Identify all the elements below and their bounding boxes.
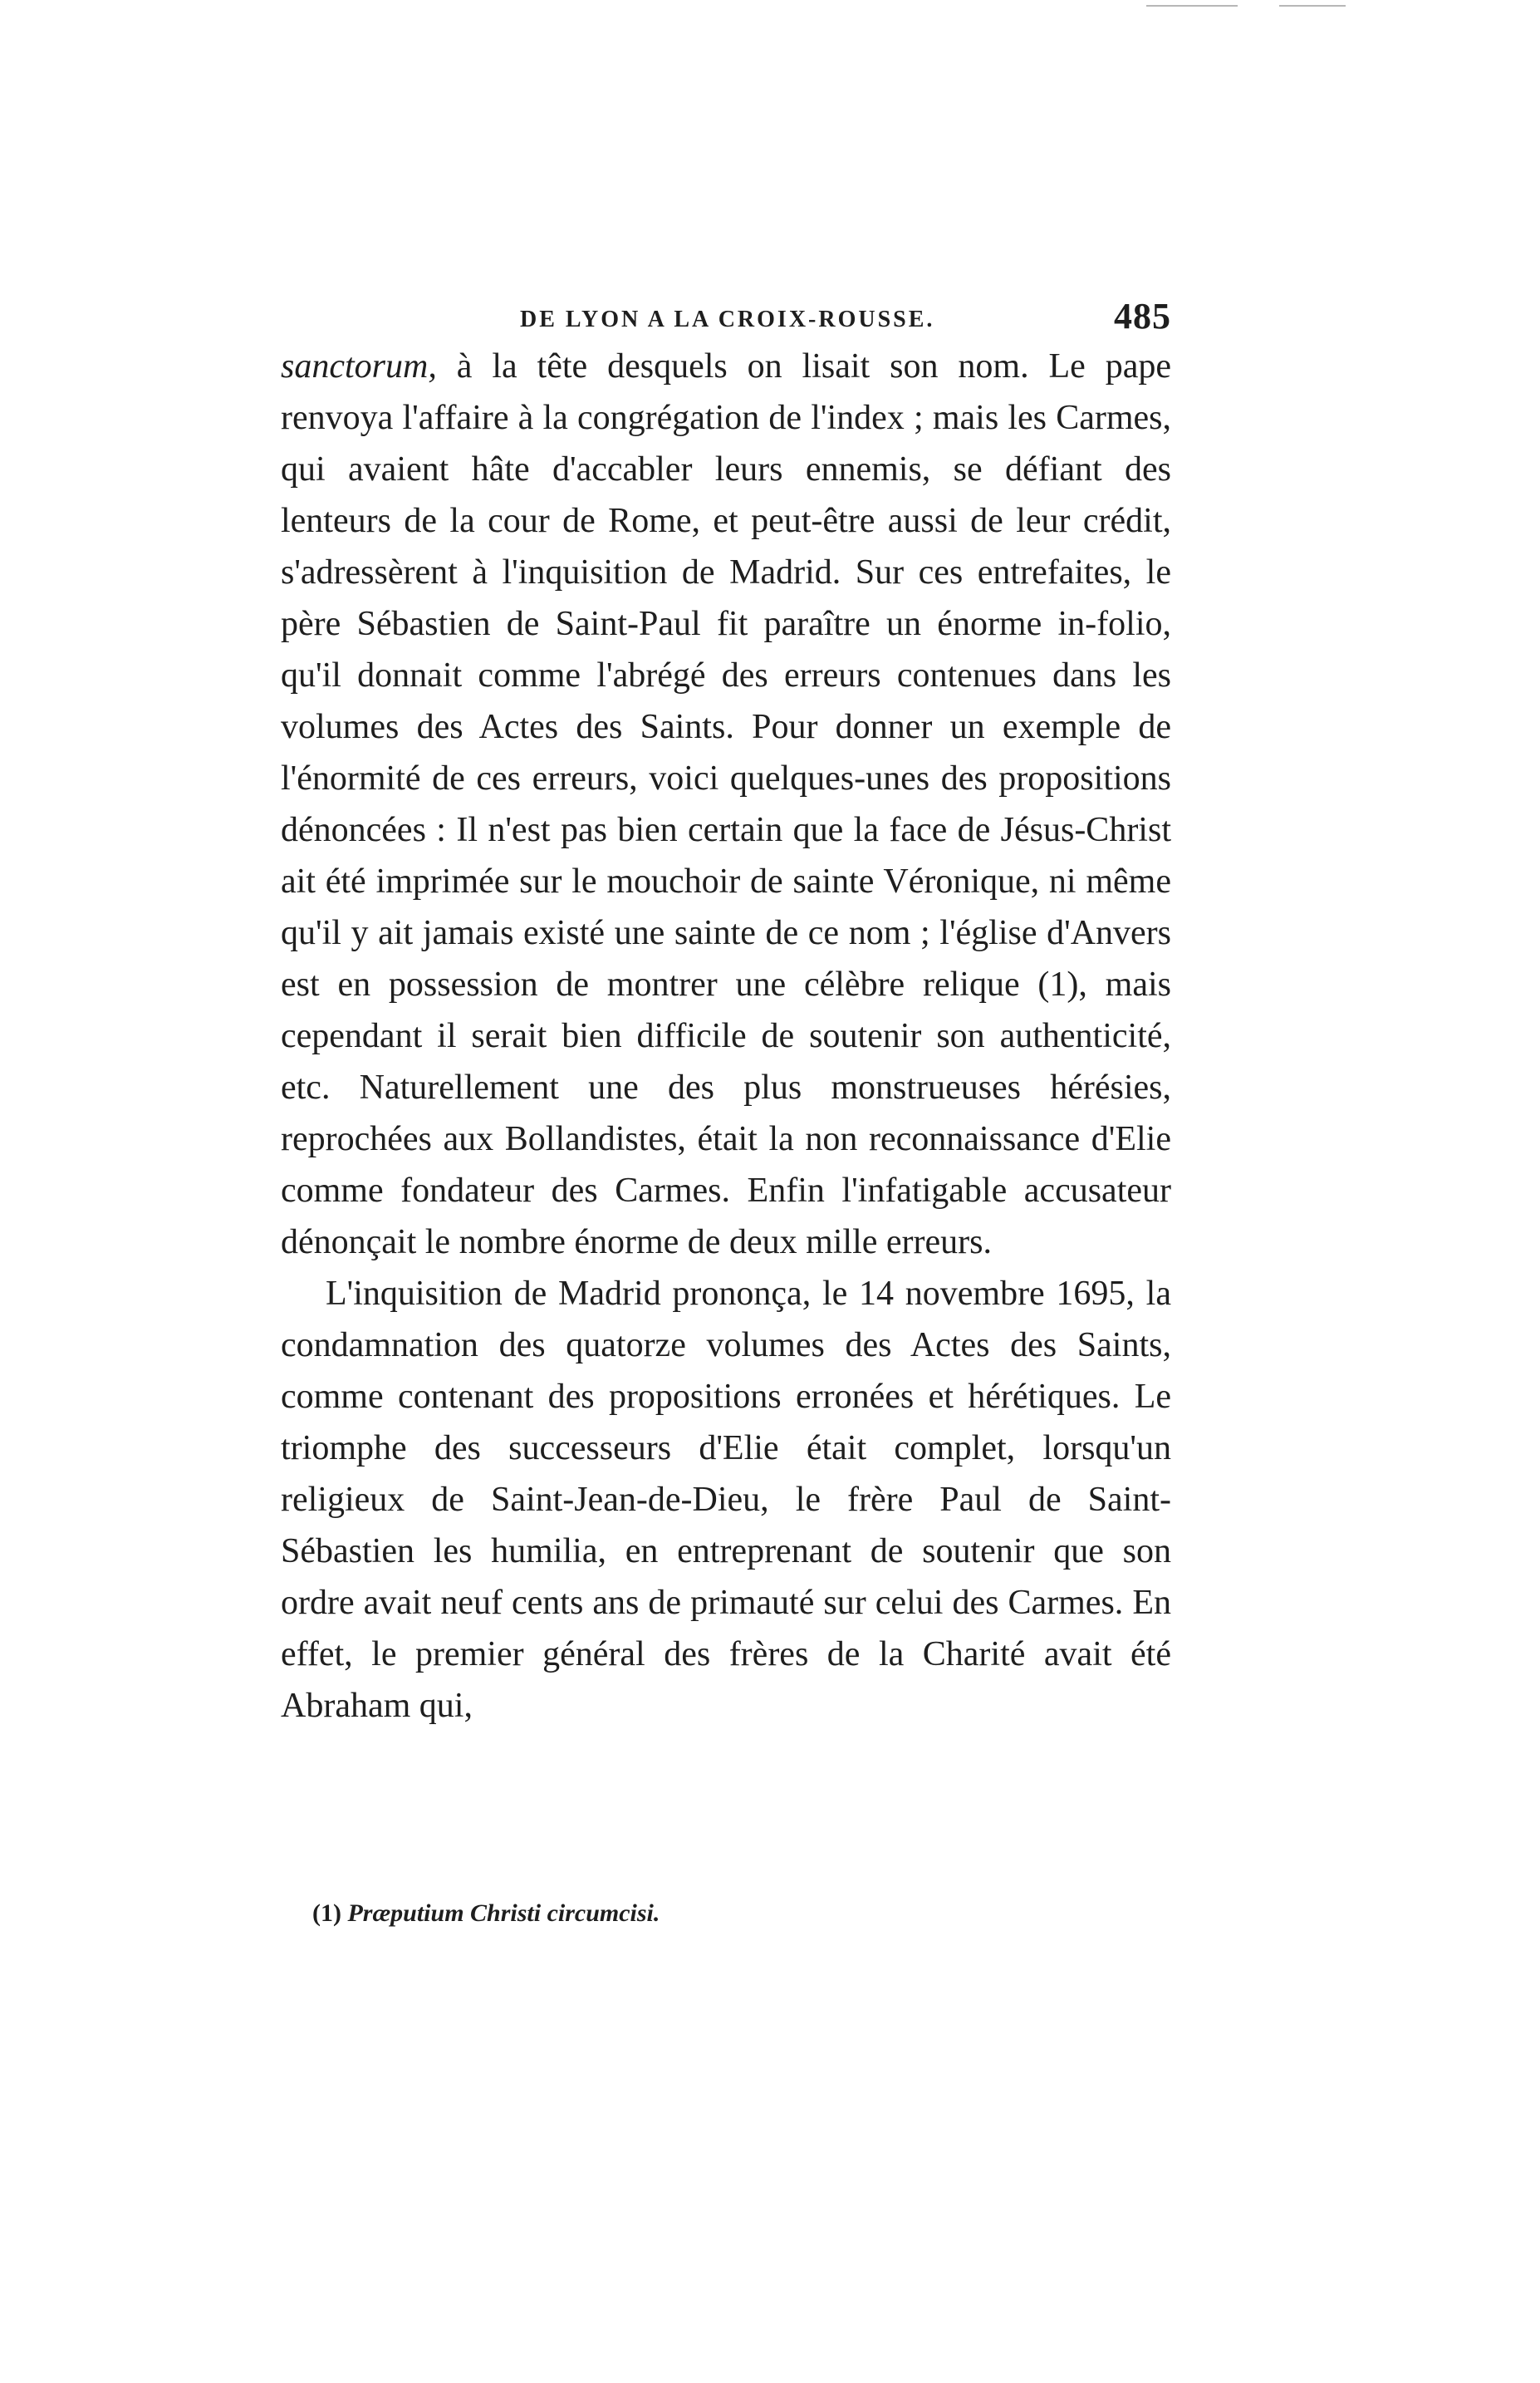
footnote-number: (1) [312,1899,341,1927]
running-head: DE LYON A LA CROIX-ROUSSE. [520,307,935,332]
paragraph-1-text: à la tête desquels on lisait son nom. Le pape renvoya l'affaire à la congrégation de l'index ; mais les Carmes, qui avaient hâte d'accabler leurs ennemis, se défiant des lenteurs de la cour de Rome, et peut-être aussi de leur crédit, s'adressèrent à l'inquisition de Madrid. Sur ces entrefaites, le père Sébastien de Saint-Paul fit paraître un énorme in-folio, qu'il donnait comme l'abrégé des erreurs contenues dans les volumes des Actes des Saints. Pour donner un exemple de l'énormité de ces erreurs, voici quelques-unes des propositions dénoncées : Il n'est pas bien certain que la face de Jésus-Christ ait été imprimée sur le mouchoir de sainte Véronique, ni même qu'il y ait jamais existé une sainte de ce nom ; l'église d'Anvers est en possession de montrer une célèbre relique (1), mais cependant il serait bien difficile de soutenir son authenticité, etc. Naturellement une des plus monstrueuses hérésies, reprochées aux Bollandistes, était la non reconnaissance d'Elie comme fondateur des Carmes. Enfin l'infatigable accusateur dénonçait le nombre énorme de deux mille erreurs. [281,347,1171,1261]
page-header [281,295,1171,345]
scan-edge-mark [1279,5,1346,7]
paragraph-2 [281,1268,1171,1732]
body-text [281,341,1171,1732]
footnote-text: Præputium Christi circumcisi. [347,1899,660,1927]
scan-edge-mark [1146,5,1238,7]
paragraph-2-text: L'inquisition de Madrid prononça, le 14 novembre 1695, la condamnation des quatorze volumes des Actes des Saints, comme contenant des propositions erronées et hérétiques. Le triomphe des successeurs d'Elie était complet, lorsqu'un religieux de Saint-Jean-de-Dieu, le frère Paul de Saint-Sébastien les humilia, en entreprenant de soutenir que son ordre avait neuf cents ans de primauté sur celui des Carmes. En effet, le premier général des frères de la Charité avait été Abraham qui, [281,1275,1171,1725]
page-number: 485 [1114,296,1171,337]
italic-lead-word: sanctorum, [281,347,437,386]
paragraph-1 [281,341,1171,1268]
footnote [312,1899,660,1928]
